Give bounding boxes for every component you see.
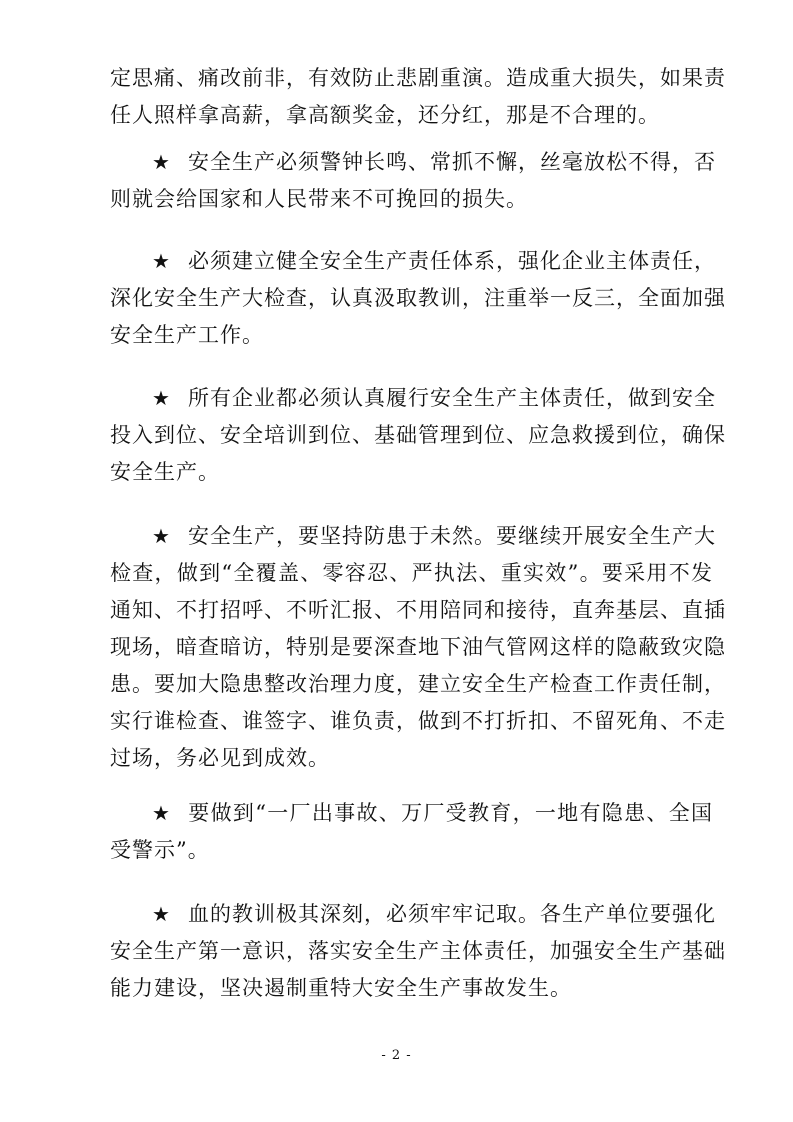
paragraph-line: 定思痛、痛改前非，有效防止悲剧重演。造成重大损失，如果责 xyxy=(110,66,726,90)
bullet-paragraph xyxy=(110,795,713,869)
paragraph-line: 过场，务必见到成效。 xyxy=(110,746,330,770)
star-bullet-icon: ★ xyxy=(152,524,171,548)
paragraph-line: 受警示”。 xyxy=(110,838,210,862)
paragraph-line: 深化安全生产大检查，认真汲取教训，注重举一反三，全面加强 xyxy=(110,286,726,310)
star-bullet-icon: ★ xyxy=(152,801,171,825)
paragraph-line: 要做到“一厂出事故、万厂受教育，一地有隐患、全国 xyxy=(188,801,713,825)
star-bullet-icon: ★ xyxy=(152,902,171,926)
bullet-paragraph xyxy=(110,380,726,491)
star-bullet-icon: ★ xyxy=(152,249,171,273)
bullet-paragraph xyxy=(110,518,726,777)
paragraph-line: 所有企业都必须认真履行安全生产主体责任，做到安全 xyxy=(188,386,716,410)
page-number: - 2 - xyxy=(381,1048,412,1063)
paragraph-line: 患。要加大隐患整改治理力度，建立安全生产检查工作责任制， xyxy=(110,672,726,696)
bullet-paragraph xyxy=(110,243,726,354)
paragraph-line: 任人照样拿高薪，拿高额奖金，还分红，那是不合理的。 xyxy=(110,103,660,127)
bullet-paragraph xyxy=(110,896,726,1007)
paragraph-line: 安全生产。 xyxy=(110,460,220,484)
star-bullet-icon: ★ xyxy=(152,386,171,410)
paragraph-line: 安全生产必须警钟长鸣、常抓不懈，丝毫放松不得，否 xyxy=(188,150,716,174)
paragraph-line: 安全生产工作。 xyxy=(110,323,264,347)
paragraph-line: 通知、不打招呼、不听汇报、不用陪同和接待，直奔基层、直插 xyxy=(110,598,726,622)
star-bullet-icon: ★ xyxy=(152,150,171,174)
paragraph-line: 必须建立健全安全生产责任体系，强化企业主体责任， xyxy=(188,249,716,273)
paragraph-line: 则就会给国家和人民带来不可挽回的损失。 xyxy=(110,187,528,211)
bullet-paragraph xyxy=(110,144,716,218)
paragraph-line: 投入到位、安全培训到位、基础管理到位、应急救援到位，确保 xyxy=(110,423,726,447)
paragraph-line: 安全生产第一意识，落实安全生产主体责任，加强安全生产基础 xyxy=(110,939,726,963)
paragraph-line: 现场，暗查暗访，特别是要深查地下油气管网这样的隐蔽致灾隐 xyxy=(110,635,726,659)
paragraph-continuation xyxy=(110,60,726,134)
paragraph-line: 实行谁检查、谁签字、谁负责，做到不打折扣、不留死角、不走 xyxy=(110,709,726,733)
paragraph-line: 血的教训极其深刻，必须牢牢记取。各生产单位要强化 xyxy=(188,902,716,926)
paragraph-line: 检查，做到“全覆盖、零容忍、严执法、重实效”。要采用不发 xyxy=(110,561,713,585)
paragraph-line: 安全生产，要坚持防患于未然。要继续开展安全生产大 xyxy=(188,524,716,548)
paragraph-line: 能力建设，坚决遏制重特大安全生产事故发生。 xyxy=(110,976,572,1000)
